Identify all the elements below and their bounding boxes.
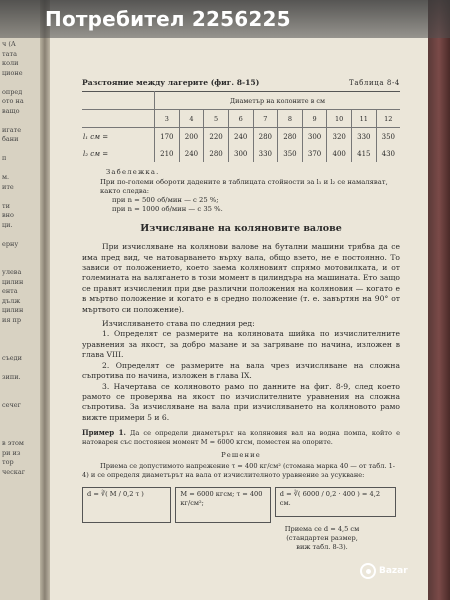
table-cell: 300 — [302, 128, 327, 146]
left-page-line — [2, 230, 42, 240]
left-page-line — [2, 420, 42, 430]
left-page-line — [2, 382, 42, 392]
result-line: виж табл. 8-3). — [296, 542, 348, 551]
table-cell: 350 — [376, 128, 400, 146]
example-text: Да се определи диаметърът на коляновия вал на водна помпа, който е натоварен със постоянен момент M = 6000 кгсм, поместен на опорите. — [82, 429, 400, 446]
left-page-line: коли — [2, 59, 19, 67]
section-heading: Изчисляване на коляновите валове — [140, 222, 342, 234]
left-page-line: опред — [2, 87, 23, 96]
row-label: l₁ см = — [83, 132, 109, 141]
diameter-cell: 11 — [352, 110, 377, 128]
left-page-line: съеди — [2, 353, 22, 362]
table-cell: 240 — [228, 128, 253, 146]
table-cell: 415 — [352, 145, 377, 162]
left-page-line: п — [2, 154, 7, 162]
left-page-line — [2, 259, 42, 269]
left-page-line — [2, 430, 42, 440]
left-page-line — [2, 411, 42, 421]
result-line: (стандартен размер, — [286, 534, 358, 543]
left-page-line: ента — [2, 287, 18, 295]
left-page-line — [2, 335, 42, 345]
table-cell: 280 — [278, 128, 303, 146]
note-title: Забележка. — [106, 168, 160, 177]
table-cell: 320 — [327, 128, 352, 146]
diameter-cell: 7 — [253, 110, 278, 128]
left-page-line: ци. — [2, 220, 13, 229]
diameter-cell: 12 — [376, 110, 400, 128]
table-diameter-row — [82, 110, 400, 128]
left-page-line: ващо — [2, 106, 20, 115]
left-page-line: цилин — [2, 277, 24, 286]
left-page-line: дълж — [2, 296, 21, 305]
left-page-line — [2, 249, 42, 259]
table-cell: 280 — [204, 145, 229, 162]
left-page-text — [2, 40, 42, 477]
table-cell: 210 — [155, 145, 180, 162]
left-page-line: вно — [2, 211, 14, 219]
table-cell: 370 — [302, 145, 327, 162]
bearing-distance-table — [82, 91, 400, 162]
watermark-logo-icon — [360, 563, 376, 579]
left-page-line: улева — [2, 268, 22, 276]
table-row — [82, 128, 400, 146]
table-cell: 200 — [179, 128, 204, 146]
left-page-line — [2, 78, 42, 88]
table-caption-row — [82, 92, 400, 110]
diameter-cell: 8 — [278, 110, 303, 128]
table-cell: 300 — [228, 145, 253, 162]
left-page-line: ческаг — [2, 467, 26, 476]
formula-box: d = ∛( 6000 / 0,2 · 400 ) = 4,2 см. — [275, 487, 396, 517]
left-page-line: тата — [2, 49, 17, 58]
left-page-line — [2, 344, 42, 354]
diameter-cell: 6 — [228, 110, 253, 128]
solution-label: Решение — [221, 450, 261, 459]
left-page-line: ри из — [2, 448, 21, 457]
left-page-background — [0, 0, 45, 600]
left-page-line: ционе — [2, 68, 23, 77]
watermark — [360, 563, 408, 579]
example — [82, 429, 400, 446]
list-step: 2. Определят се размерите на вала чрез изчисляване на сложна съпротива по начина, изложен в глава IX. — [82, 360, 400, 381]
table-cell: 330 — [352, 128, 377, 146]
list-intro: Изчисляването става по следния ред: — [102, 319, 255, 329]
table-title: Разстояние между лагерите (фиг. 8-15) — [82, 78, 260, 87]
left-page-line: ерну — [2, 239, 19, 248]
formula-row — [82, 487, 400, 523]
table-cell: 350 — [278, 145, 303, 162]
left-page-line: тор — [2, 458, 14, 466]
book-cover-edge — [428, 0, 450, 600]
table-row — [82, 145, 400, 162]
diameter-cell: 9 — [302, 110, 327, 128]
list-step: 1. Определят се размерите на коляновата шийка по изчислителните уравнения за якост, за добро мазане и за загряване по начина, изложен в глава VIII. — [82, 329, 400, 360]
diameter-cell: 10 — [327, 110, 352, 128]
row-label: l₂ см = — [83, 149, 109, 158]
left-page-line: ото на — [2, 97, 24, 105]
left-page-line: в этом — [2, 439, 24, 447]
table-header — [82, 78, 400, 88]
left-page-line: игате — [2, 125, 22, 134]
table-cell: 280 — [253, 128, 278, 146]
left-page-line — [2, 145, 42, 155]
table-cell: 400 — [327, 145, 352, 162]
table-cell: 330 — [253, 145, 278, 162]
diameter-cell: 5 — [204, 110, 229, 128]
left-page-line — [2, 392, 42, 402]
left-page-line: бани — [2, 135, 19, 143]
table-caption: Диаметър на колоните в см — [155, 92, 401, 110]
solution-text: Приема се допустимото напрежение τ = 400 кг/см² (стомана марка 40 — от табл. 1-4) и се определя диаметърът на вала от изчислителното уравнение за усукване: — [82, 461, 396, 479]
table-cell: 240 — [179, 145, 204, 162]
left-page-line: цилин — [2, 306, 24, 314]
left-page-line — [2, 325, 42, 335]
left-page-line: ите — [2, 182, 14, 191]
diameter-cell: 3 — [155, 110, 180, 128]
table-cell: 220 — [204, 128, 229, 146]
example-label: Пример 1. — [82, 428, 126, 438]
paragraph: При изчисляване на колянови валове на бутални машини трябва да се има пред вид, че натоварването върху вала, общо взето, не е постоянно. То зависи от положението, което заема коляновият спрямо мотовилката, и от големината на валягането в този момент в цилиндъра на машината. Ето защо се правят изчисления при две различни положения на коляновия — когато е в мъртво положение и когато е в средно положение (т. е. завъртян на 90° от мъртвото си положение). — [82, 242, 400, 314]
left-page-line — [2, 116, 42, 126]
left-page-line: зипи. — [2, 372, 21, 381]
left-page-line: ия пр — [2, 315, 21, 324]
result-note — [272, 525, 372, 551]
left-page-line — [2, 192, 42, 202]
table-label: Таблица 8-4 — [349, 79, 400, 87]
left-page-line: ти — [2, 201, 10, 210]
diameter-cell: 4 — [179, 110, 204, 128]
note-text: При по-големи обороти дадените в таблицата стойности за l₁ и l₂ се намаляват, както следва: — [100, 177, 388, 195]
left-page-line: ч (А — [2, 40, 16, 48]
table-cell: 430 — [376, 145, 400, 162]
note-line: при n = 1000 об/мин — с 35 %. — [112, 204, 223, 213]
table-cell: 170 — [155, 128, 180, 146]
formula-box: M = 6000 кгсм; τ = 400 кг/см²; — [175, 487, 270, 523]
watermark-text: Bazar — [379, 566, 408, 576]
left-page-line — [2, 363, 42, 373]
banner-title: Потребител 2256225 — [45, 7, 291, 31]
list-step: 3. Начертава се коляновото рамо по данните на фиг. 8-9, след което рамото се проверява на якост по изчислителните уравнения на сложна съпротива. За изчисляване на вала при изчисляването на коляновото рамо вижте примери 5 и 6. — [82, 381, 400, 422]
note-line: при n = 500 об/мин — с 25 %; — [112, 195, 219, 204]
page-content — [82, 78, 400, 551]
result-line: Приема се d = 4,5 см — [284, 525, 360, 534]
left-page-line — [2, 164, 42, 174]
formula-box: d = ∛( M / 0,2 τ ) — [82, 487, 171, 523]
left-page-line: сечег — [2, 401, 22, 409]
left-page-line: м. — [2, 173, 10, 181]
user-banner — [0, 0, 450, 38]
